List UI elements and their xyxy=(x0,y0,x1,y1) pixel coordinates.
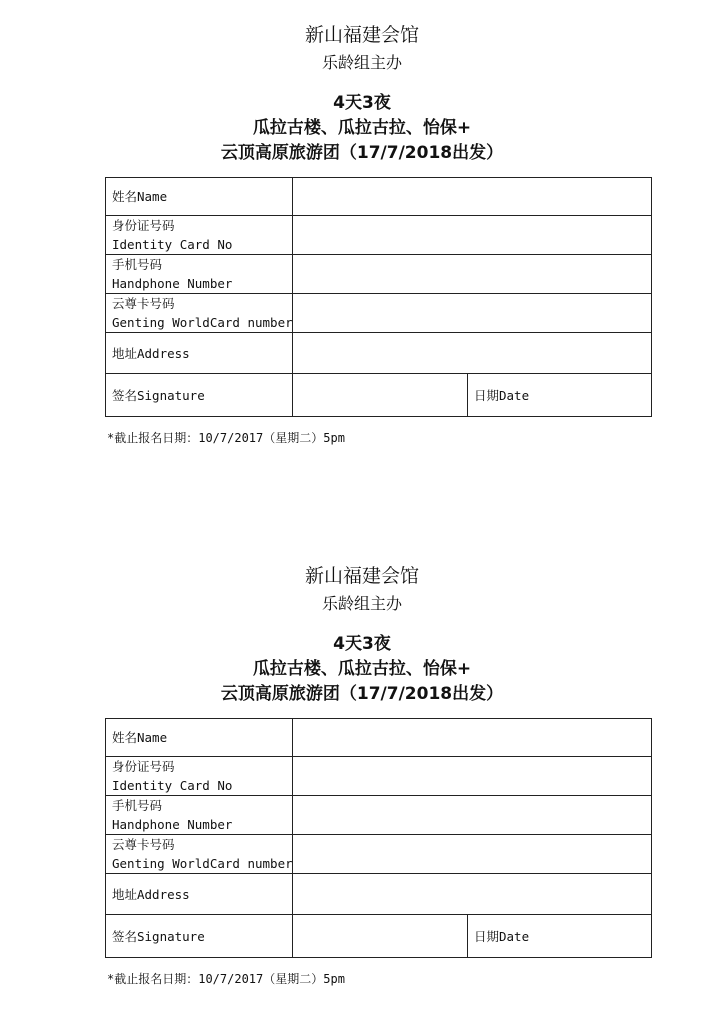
trip-duration: 4天3夜 xyxy=(333,93,391,113)
ic-field[interactable] xyxy=(293,757,652,796)
genting-label-cn: 云尊卡号码 xyxy=(112,296,175,311)
table-row xyxy=(106,796,652,835)
deadline-note: *截止报名日期：10/7/2017（星期二）5pm xyxy=(107,972,345,986)
registration-form-1 xyxy=(0,22,724,492)
org-title: 新山福建会馆 xyxy=(304,565,419,587)
address-field[interactable] xyxy=(293,874,652,915)
trip-destinations: 瓜拉古楼、瓜拉古拉、怡保+ xyxy=(252,118,472,138)
genting-label xyxy=(106,835,293,874)
phone-label xyxy=(106,255,293,294)
address-label: 地址Address xyxy=(106,874,293,915)
trip-destinations: 瓜拉古楼、瓜拉古拉、怡保+ xyxy=(252,659,472,679)
trip-title-date: 云顶高原旅游团（17/7/2018出发） xyxy=(220,143,504,163)
table-row xyxy=(106,915,652,958)
genting-field[interactable] xyxy=(293,294,652,333)
table-row xyxy=(106,294,652,333)
table-row xyxy=(106,374,652,417)
org-subtitle: 乐龄组主办 xyxy=(321,594,402,613)
table-row xyxy=(106,178,652,216)
address-field[interactable] xyxy=(293,333,652,374)
phone-label-en: Handphone Number xyxy=(112,817,233,832)
ic-label-cn: 身份证号码 xyxy=(112,759,175,774)
table-row xyxy=(106,835,652,874)
date-field[interactable]: 日期Date xyxy=(468,374,652,417)
ic-label-en: Identity Card No xyxy=(112,778,233,793)
trip-duration: 4天3夜 xyxy=(333,634,391,654)
address-label: 地址Address xyxy=(106,333,293,374)
table-row xyxy=(106,874,652,915)
table-row xyxy=(106,719,652,757)
ic-label xyxy=(106,757,293,796)
org-title: 新山福建会馆 xyxy=(304,24,419,46)
ic-label-cn: 身份证号码 xyxy=(112,218,175,233)
genting-label-en: Genting WorldCard number xyxy=(112,856,293,871)
signature-label: 签名Signature xyxy=(106,915,293,958)
phone-field[interactable] xyxy=(293,255,652,294)
genting-field[interactable] xyxy=(293,835,652,874)
ic-label-en: Identity Card No xyxy=(112,237,233,252)
phone-label xyxy=(106,796,293,835)
name-label: 姓名Name xyxy=(106,719,293,757)
registration-form-2 xyxy=(0,563,724,1033)
signature-label: 签名Signature xyxy=(106,374,293,417)
table-row xyxy=(106,255,652,294)
signature-field[interactable] xyxy=(293,374,468,417)
phone-label-en: Handphone Number xyxy=(112,276,233,291)
ic-field[interactable] xyxy=(293,216,652,255)
genting-label xyxy=(106,294,293,333)
trip-title-date: 云顶高原旅游团（17/7/2018出发） xyxy=(220,684,504,704)
table-row xyxy=(106,216,652,255)
name-field[interactable] xyxy=(293,719,652,757)
registration-table xyxy=(105,177,652,417)
table-row xyxy=(106,333,652,374)
deadline-note: *截止报名日期：10/7/2017（星期二）5pm xyxy=(107,431,345,445)
registration-table xyxy=(105,718,652,958)
table-row xyxy=(106,757,652,796)
name-field[interactable] xyxy=(293,178,652,216)
phone-field[interactable] xyxy=(293,796,652,835)
date-field[interactable]: 日期Date xyxy=(468,915,652,958)
ic-label xyxy=(106,216,293,255)
genting-label-en: Genting WorldCard number xyxy=(112,315,293,330)
phone-label-cn: 手机号码 xyxy=(112,798,163,813)
signature-field[interactable] xyxy=(293,915,468,958)
name-label: 姓名Name xyxy=(106,178,293,216)
genting-label-cn: 云尊卡号码 xyxy=(112,837,175,852)
org-subtitle: 乐龄组主办 xyxy=(321,53,402,72)
phone-label-cn: 手机号码 xyxy=(112,257,163,272)
